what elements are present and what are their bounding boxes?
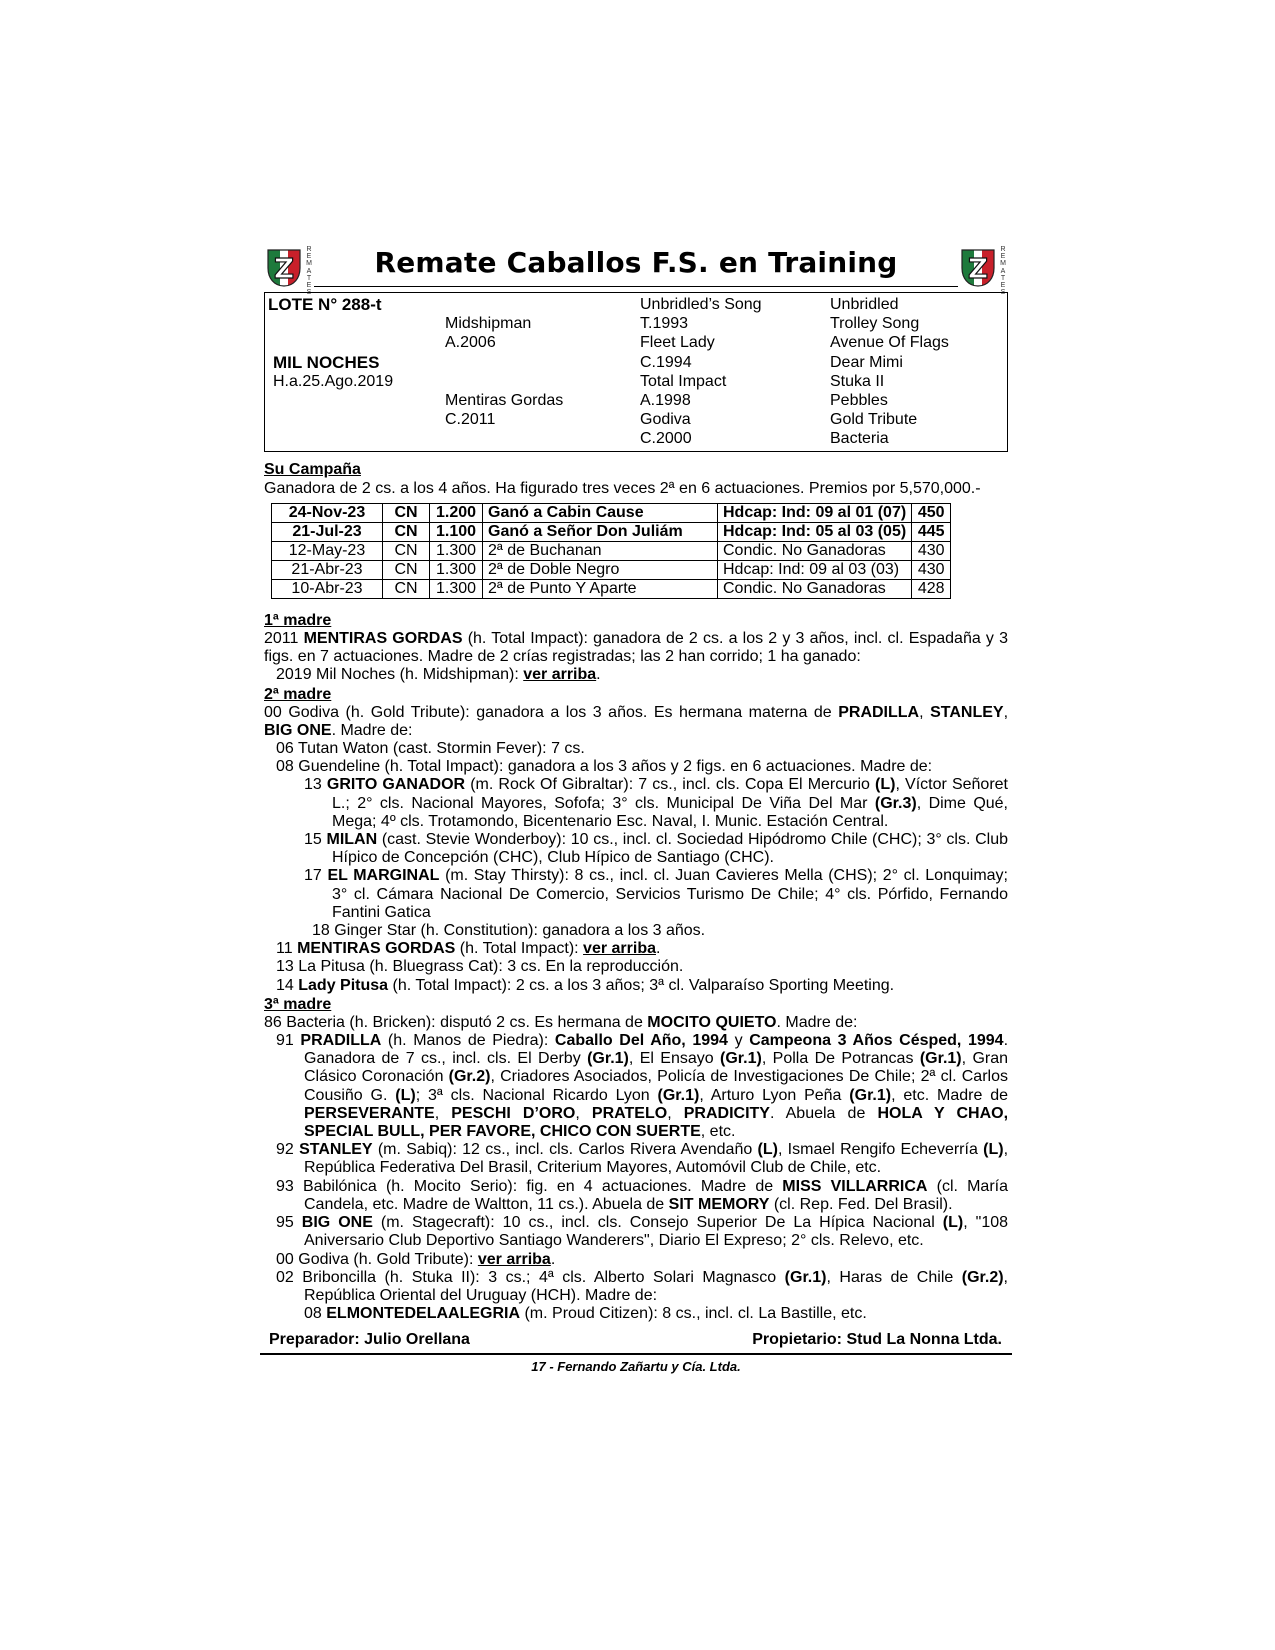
page-header xyxy=(264,240,1008,297)
sire-name: Midshipman xyxy=(445,315,532,333)
horse-name: MIL NOCHES xyxy=(273,352,380,372)
third-dam-section xyxy=(264,995,1008,1323)
sire-info: A.2006 xyxy=(445,334,496,352)
race-pts-cell: 445 xyxy=(912,523,951,542)
first-dam-section xyxy=(264,611,1008,685)
see-above-link: ver arriba xyxy=(477,1250,551,1268)
horse-dob: H.a.25.Ago.2019 xyxy=(273,372,394,390)
produce-line: 14 Lady Pitusa (h. Total Impact): 2 cs. a los 3 años; 3ª cl. Valparaíso Sporting Meeting. xyxy=(276,976,895,994)
great-grandparent: Dear Mimi xyxy=(830,353,903,371)
svg-text:Z: Z xyxy=(967,252,989,285)
race-row xyxy=(272,542,951,561)
grandparent-info: C.1994 xyxy=(640,353,692,371)
first-dam-produce: 2019 Mil Noches (h. Midshipman): ver arriba. xyxy=(276,666,601,684)
race-dist-cell: 1.300 xyxy=(430,580,483,599)
produce-line: 93 Babilónica (h. Mocito Serio): fig. en 4 actuaciones. Madre de MISS VILLARRICA (cl. María Candela, etc. Madre de Waltton, 11 cs.). Abuela de SIT MEMORY (cl. Rep. Fed. Del Brasil). xyxy=(276,1177,1008,1213)
third-dam-entry: 86 Bacteria (h. Bricken): disputó 2 cs. Es hermana de MOCITO QUIETO. Madre de: xyxy=(264,1013,858,1031)
produce-line: 95 BIG ONE (m. Stagecraft): 10 cs., incl. cls. Consejo Superior De La Hípica Nacional (L), "108 Aniversario Club Deportivo Santiago Wanderers", Diario El Expreso; 2° cls. Relevo, etc. xyxy=(276,1214,1009,1250)
pedigree-col-grandparents xyxy=(640,295,762,449)
footer-rule xyxy=(260,1353,1012,1355)
grandparent-info: T.1993 xyxy=(640,315,689,333)
great-grandparent: Pebbles xyxy=(830,391,888,409)
race-track-cell: CN xyxy=(383,542,430,561)
logo-left xyxy=(264,246,314,297)
lot-number: LOTE N° 288-t xyxy=(268,295,382,314)
race-result-cell: Ganó a Cabin Cause xyxy=(483,504,718,523)
catalog-page xyxy=(264,240,1008,1374)
grandproduce-line: 13 GRITO GANADOR (m. Rock Of Gibraltar): 7 cs., incl. cls. Copa El Mercurio (L), Víctor Señoret L.; 2° cls. Nacional Mayores, Sofofa; 3° cls. Municipal De Viña Del Mar (Gr.3), Dime Qué, Mega; 4º cls. Trotamondo, Bicentenario Esc. Naval, I. Munic. Estación Central. xyxy=(304,776,1009,830)
grandparent-info: A.1998 xyxy=(640,391,691,409)
great-grandparent: Avenue Of Flags xyxy=(830,334,949,352)
grandparent: Fleet Lady xyxy=(640,334,715,352)
race-cond-cell: Condic. No Ganadoras xyxy=(718,580,912,599)
great-grandparent: Gold Tribute xyxy=(830,411,918,429)
race-track-cell: CN xyxy=(383,504,430,523)
race-date-cell: 10-Abr-23 xyxy=(272,580,383,599)
race-date-cell: 21-Jul-23 xyxy=(272,523,383,542)
produce-line: 08 Guendeline (h. Total Impact): ganadora a los 3 años y 2 figs. en 6 actuaciones. Madre de: xyxy=(276,758,933,776)
pedigree-box xyxy=(264,292,1008,452)
first-dam-title: 1ª madre xyxy=(264,612,332,629)
remates-logo-icon xyxy=(958,246,998,290)
race-dist-cell: 1.300 xyxy=(430,561,483,580)
race-result-cell: 2ª de Punto Y Aparte xyxy=(483,580,718,599)
race-pts-cell: 428 xyxy=(912,580,951,599)
race-row xyxy=(272,580,951,599)
race-track-cell: CN xyxy=(383,523,430,542)
race-result-cell: 2ª de Doble Negro xyxy=(483,561,718,580)
campaign-section xyxy=(264,460,1008,599)
produce-line: 13 La Pitusa (h. Bluegrass Cat): 3 cs. En la reproducción. xyxy=(276,958,684,976)
race-dist-cell: 1.100 xyxy=(430,523,483,542)
produce-line: 06 Tutan Waton (cast. Stormin Fever): 7 cs. xyxy=(276,740,585,758)
race-track-cell: CN xyxy=(383,561,430,580)
see-above-link: ver arriba xyxy=(523,666,597,684)
race-result-cell: Ganó a Señor Don Juliám xyxy=(483,523,718,542)
produce-line: 00 Godiva (h. Gold Tribute): ver arriba. xyxy=(276,1250,556,1268)
pedigree-col-great-grandparents xyxy=(830,295,949,449)
owner-label: Propietario: Stud La Nonna Ltda. xyxy=(752,1331,1002,1349)
second-dam-title: 2ª madre xyxy=(264,685,332,703)
great-grandparent: Unbridled xyxy=(830,296,899,313)
dam-name: Mentiras Gordas xyxy=(445,391,564,409)
grandparent: Total Impact xyxy=(640,372,727,390)
page-footer xyxy=(264,1331,1008,1353)
race-date-cell: 24-Nov-23 xyxy=(272,504,383,523)
race-result-cell: 2ª de Buchanan xyxy=(483,542,718,561)
race-row xyxy=(272,561,951,580)
remates-logo-icon xyxy=(264,246,304,290)
grandparent-info: C.2000 xyxy=(640,430,692,448)
race-row xyxy=(272,504,951,523)
race-table xyxy=(271,503,951,599)
campaign-summary: Ganadora de 2 cs. a los 4 años. Ha figurado tres veces 2ª en 6 actuaciones. Premios por 5,570,000.- xyxy=(264,480,981,497)
great-grandparent: Trolley Song xyxy=(830,315,920,333)
race-dist-cell: 1.200 xyxy=(430,504,483,523)
great-grandparent: Bacteria xyxy=(830,430,889,448)
logo-word: R E M A T E S xyxy=(306,246,312,297)
grandproduce-line: 15 MILAN (cast. Stevie Wonderboy): 10 cs., incl. cl. Sociedad Hipódromo Chile (CHC); 3° cls. Club Hípico de Concepción (CHC), Club Hípico de Santiago (CHC). xyxy=(304,831,1009,867)
logo-word: R E M A T E S xyxy=(1000,246,1006,297)
race-row xyxy=(272,523,951,542)
race-track-cell: CN xyxy=(383,580,430,599)
race-cond-cell: Hdcap: Ind: 05 al 03 (05) xyxy=(718,523,912,542)
grandproduce-line: 08 ELMONTEDELAALEGRIA (m. Proud Citizen): 8 cs., incl. cl. La Bastille, etc. xyxy=(304,1305,867,1323)
race-cond-cell: Hdcap: Ind: 09 al 03 (03) xyxy=(718,561,912,580)
third-dam-title: 3ª madre xyxy=(264,995,332,1013)
produce-line: 92 STANLEY (m. Sabiq): 12 cs., incl. cls. Carlos Rivera Avendaño (L), Ismael Rengifo Echeverría (L), República Federativa Del Brasil, Criterium Mayores, Automóvil Club de Chile, etc. xyxy=(276,1141,1009,1177)
grandproduce-line: 17 EL MARGINAL (m. Stay Thirsty): 8 cs., incl. cl. Juan Cavieres Mella (CHS); 2° cl. Lonquimay; 3° cl. Cámara Nacional De Comercio, Servicios Turismo De Chile; 4° cls. Pórfido, Fernando Fantini Gatica xyxy=(304,867,1009,921)
produce-line: 11 MENTIRAS GORDAS (h. Total Impact): ver arriba. xyxy=(276,940,661,958)
see-above-link: ver arriba xyxy=(583,940,656,958)
svg-text:Z: Z xyxy=(273,252,295,285)
pedigree-col-horse xyxy=(268,295,393,391)
race-pts-cell: 430 xyxy=(912,561,951,580)
race-date-cell: 21-Abr-23 xyxy=(272,561,383,580)
great-grandparent: Stuka II xyxy=(830,372,885,390)
logo-right xyxy=(958,246,1008,297)
race-date-cell: 12-May-23 xyxy=(272,542,383,561)
produce-line: 91 PRADILLA (h. Manos de Piedra): Caballo Del Año, 1994 y Campeona 3 Años Césped, 1994. Ganadora de 7 cs., incl. cls. El Derby (Gr.1), El Ensayo (Gr.1), Polla De Potrancas (Gr.1), Gran Clásico Coronación (Gr.2), Criadores Asociados, Policía de Investigaciones De Chile; 2ª cl. Carlos Cousiño G. (L); 3ª cls. Nacional Ricardo Lyon (Gr.1), Arturo Lyon Peña (Gr.1), etc. Madre de PERSEVERANTE, PESCHI D’ORO, PRATELO, PRADICITY. Abuela de HOLA Y CHAO, SPECIAL BULL, PER FAVORE, CHICO CON SUERTE, etc. xyxy=(276,1032,1009,1141)
page-number: 17 - Fernando Zañartu y Cía. Ltda. xyxy=(531,1359,741,1375)
race-pts-cell: 450 xyxy=(912,504,951,523)
grandparent: Godiva xyxy=(640,411,691,429)
dam-info: C.2011 xyxy=(445,411,496,429)
first-dam-entry: 2011 MENTIRAS GORDAS (h. Total Impact): ganadora de 2 cs. a los 2 y 3 años, incl. cl. Espadaña y 3 figs. en 7 actuaciones. Madre de 2 crías registradas; las 2 han corrido; 1 ha ganado: xyxy=(264,630,1008,666)
grandparent: Unbridled’s Song xyxy=(640,296,762,313)
title-rule xyxy=(314,286,958,287)
race-dist-cell: 1.300 xyxy=(430,542,483,561)
trainer-label: Preparador: Julio Orellana xyxy=(269,1331,470,1349)
produce-line: 02 Briboncilla (h. Stuka II): 3 cs.; 4ª cls. Alberto Solari Magnasco (Gr.1), Haras de Chile (Gr.2), República Oriental del Uruguay (HCH). Madre de: xyxy=(276,1268,1008,1304)
race-cond-cell: Condic. No Ganadoras xyxy=(718,542,912,561)
race-cond-cell: Hdcap: Ind: 09 al 01 (07) xyxy=(718,504,912,523)
race-pts-cell: 430 xyxy=(912,542,951,561)
campaign-title: Su Campaña xyxy=(264,461,361,478)
second-dam-entry: 00 Godiva (h. Gold Tribute): ganadora a los 3 años. Es hermana materna de PRADILLA, STANLEY, BIG ONE. Madre de: xyxy=(264,703,1009,739)
grandproduce-line: 18 Ginger Star (h. Constitution): ganadora a los 3 años. xyxy=(312,922,706,940)
pedigree-col-parents xyxy=(445,295,563,429)
page-title: Remate Caballos F.S. en Training xyxy=(374,246,898,279)
second-dam-section xyxy=(264,685,1008,995)
